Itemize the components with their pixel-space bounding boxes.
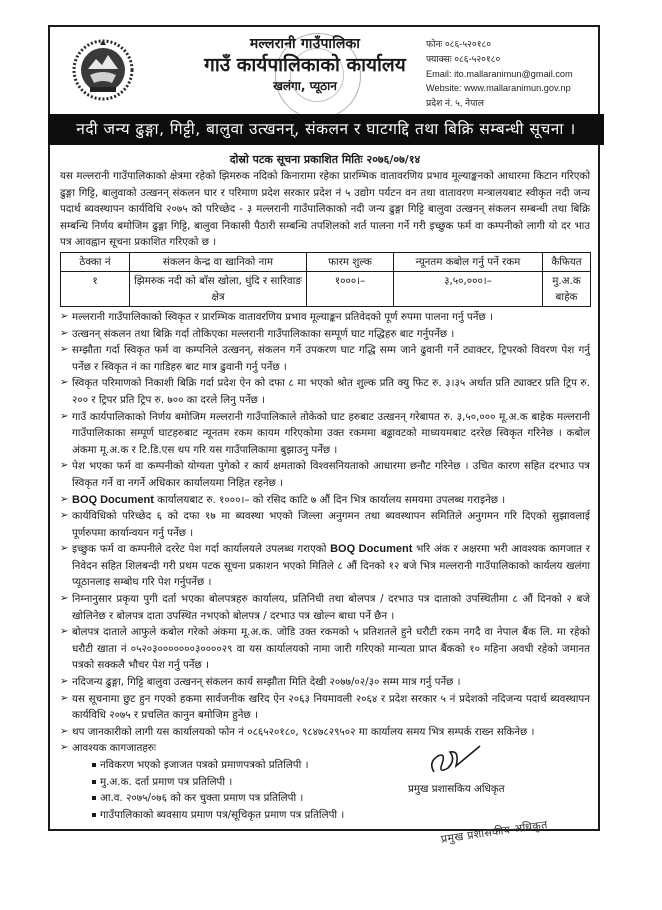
fax-number: फ्याक्सः ०८६-५२०१८० bbox=[426, 53, 501, 64]
list-item: ➢ BOQ Document कार्यालयबाट रु. १०००।– को रसिद काटि ७ औं दिन भित्र कार्यालय समयमा उपलब्ध गराइनेछ । bbox=[60, 492, 590, 509]
list-item: ➢ नदिजन्य ढुङ्गा, गिट्टि बालुवा उत्खनन् संकलन कार्य सम्झौता मिति देखी २०७७/०२/३० सम्म मात्र गर्नु पर्नेछ । bbox=[60, 674, 590, 691]
cell-remarks: मु.अ.क बाहेक bbox=[543, 271, 591, 306]
required-documents-list bbox=[60, 757, 590, 823]
notice-title: नदी जन्य ढुङ्गा, गिट्टी, बालुवा उत्खनन्, संकलन र घाटगद्दि तथा बिक्रि सम्बन्धी सूचना । bbox=[48, 114, 604, 145]
arrowhead-bullet-icon: ➢ bbox=[60, 377, 69, 389]
arrowhead-bullet-icon: ➢ bbox=[60, 676, 69, 688]
square-bullet-icon bbox=[92, 796, 96, 800]
signatory-stamp: प्रमुख प्रशासकीय अधिकृत bbox=[440, 818, 549, 846]
tender-table bbox=[60, 252, 591, 307]
square-bullet-icon bbox=[92, 780, 96, 784]
notice-frame bbox=[48, 25, 600, 831]
contact-block bbox=[426, 37, 573, 111]
letterhead bbox=[50, 27, 598, 114]
document-item: आ.व. २०७५/०७६ को कर चुक्ता प्रमाण पत्र प्रतिलिपी । bbox=[92, 790, 590, 807]
office-name: गाउँ कार्यपालिकाको कार्यालय bbox=[204, 54, 406, 76]
list-item: ➢ यस सूचनामा छुट हुन गएको हकमा सार्वजनीक खरिद ऐन २०६३ नियमावली २०६४ र प्रदेश सरकार ५ नं प्रदेशको नदिजन्य पदार्थ ब्यवस्थापन कार्यविधि २०७५ र प्रचलित कानुन बमोजिम हुनेछ । bbox=[60, 692, 590, 722]
office-name-block bbox=[180, 35, 430, 94]
arrowhead-bullet-icon: ➢ bbox=[60, 410, 69, 422]
cell-form-fee: १०००।– bbox=[307, 271, 394, 306]
list-item: ➢ निम्नानुसार प्रकृया पुगी दर्ता भएका बोलपत्रहरु कार्यालय, प्रतिनिधी तथा बोलपत्र / दरभाउ पत्र दाताको उपस्थितीमा ८ औं दिनको २ बजे खोलिनेछ र बोलपत्र दाता उपस्थित नभएको बोलपत्र / दरभाउ पत्र खोल्न बाधा पर्ने छैन । bbox=[60, 593, 590, 622]
cell-min-bid: ३,५०,०००।– bbox=[394, 271, 543, 306]
boq-document-label: BOQ Document bbox=[330, 543, 413, 556]
list-item: ➢ मल्लरानी गाउँपालिकाको स्विकृत र प्रारम्भिक वातावरणिय प्रभाव मूल्याङ्कन प्रतिवेदको पूर्ण रुपमा पालना गर्नु पर्नेछ । bbox=[60, 309, 590, 326]
signature-icon bbox=[426, 742, 486, 782]
col-form-fee: फारम शुल्क bbox=[307, 252, 394, 271]
cell-contract-no: १ bbox=[61, 271, 130, 306]
arrowhead-bullet-icon: ➢ bbox=[60, 742, 69, 754]
boq-document-label: BOQ Document bbox=[72, 493, 154, 506]
table-row bbox=[61, 271, 591, 306]
document-item: मु.अ.क. दर्ता प्रमाण पत्र प्रतिलिपी । bbox=[92, 774, 590, 791]
square-bullet-icon bbox=[92, 763, 96, 767]
col-min-bid: न्यूनतम कबोल गर्नु पर्ने रकम bbox=[394, 252, 543, 271]
arrowhead-bullet-icon: ➢ bbox=[60, 493, 69, 505]
list-item: ➢ उत्खनन् संकलन तथा बिक्रि गर्दा तोकिएका मल्लरानी गाउँपालिकाका सम्पूर्ण घाट गद्धिहरु बाट गर्नुपर्नेछ । bbox=[60, 326, 590, 343]
arrowhead-bullet-icon: ➢ bbox=[60, 327, 69, 339]
col-contract-no: ठेक्का नं bbox=[61, 252, 130, 271]
list-item: ➢ स्विकृत परिमाणको निकाशी बिक्रि गर्दा प्रदेश ऐन को दफा ८ मा भएको श्रोत शुल्क प्रति क्यु फिट रु. ३।३५ अर्थात प्रति ट्याक्टर प्रति ट्रिप रु. २०० र ट्रिपर प्रति ट्रिप रु. ७०० का दरले लिनु पर्नेछ । bbox=[60, 377, 590, 406]
province-address: प्रदेश नं. ५, नेपाल bbox=[426, 98, 484, 109]
list-item: ➢ बोलपत्र दाताले आफुले कबोल गरेको अंकमा मू.अ.क. जोडि उक्त रकमको ५ प्रतिशतले हुने धरौटी रकम नगदै वा नेपाल बैंक लि. मा रहेको धरौटी खाता नं ०५२०३०००००००३००००२९ वा यस कार्यालयको नामा जारी गरिएको मान्यता प्राप्त बैंकको १० महिना अवधी रहेको जमानत पत्रको सक्कलै भौचर पेश गर्नु पर्नेछ । bbox=[60, 626, 590, 672]
office-location: खलंगा, प्यूठान bbox=[273, 79, 337, 93]
list-item: ➢ पेश भएका फर्म वा कम्पनीको योग्यता पुगेको र कार्य क्षमताको विश्वसनियताको आधारमा छनौट गरिनेछ । उचित कारण सहित दरभाउ पत्र स्विकृत गर्ने वा नगर्ने अधिकार कार्यालयमा निहित रहनेछ । bbox=[60, 460, 590, 489]
intro-paragraph: यस मल्लरानी गाउँपालिकाको क्षेत्रमा रहेको झिमरुक नदिको किनारामा रहेका प्रारम्भिक वातावरणिय प्रभाव मूल्याङ्कनको आधारमा किटान गरिएको ढुङ्गा गिट्टि, बालुवाको उत्खनन् संकलन घार र परिमाण प्रदेश सरकार प्रदेश नं ५ उद्योग पर्यटन वन तथा वातावरण मन्त्रालयबाट स्वीकृत नदी जन्य पदार्थ ब्यवस्थापन कार्यविधि २०७५ को परिच्छेद - ३ मल्लरानी गाउँपालिकाको नदी जन्य ढुङ्गा गिट्टि बालुवा उत्खनन् संकलन सम्बन्धी तथा बिक्रि सम्बन्धि निर्णय बमोजिम ढुङ्गा गिट्टि, बालुवा निकासी पैठारी सम्बन्धि तपशिलको शर्त पालना गर्ने गरी इच्छुक फर्म वा कम्पनीको लागी यो दर भाउ पत्र आवह्वान सूचना प्रकाशित गरिएको छ । bbox=[60, 170, 590, 249]
municipality-name: मल्लरानी गाउँपालिका bbox=[249, 36, 361, 52]
list-item: ➢ गाउँ कार्यपालिकाको निर्णय बमोजिम मल्लरानी गाउँपालिकाले तोकेको घाट हरुबाट उत्खनन् गरेबापत रु. ३,५०,००० मू.अ.क बाहेक मल्लरानी गाउँपालिकाका सम्पूर्ण घाटहरुबाट न्यूनतम रकम कायम गरिएकोमा उक्त रकममा बढ्ढावटको माध्ययमबाट दररेछ स्विकृत गरिनेछ । कबोल अंकमा मू.अ.क र टि.डि.एस थप गरि यस गाउँपालिकामा बुझाउनु पर्नेछ । bbox=[60, 410, 590, 456]
signatory-title: प्रमुख प्रशासकिय अधिकृत bbox=[408, 783, 505, 795]
cell-site-name: झिमरुक नदी को बाँस खोला, धुंदि र सारिवाङ क्षेत्र bbox=[130, 271, 307, 306]
col-remarks: कैफियत bbox=[543, 252, 591, 271]
nepal-emblem-icon bbox=[72, 39, 134, 101]
document-item: गाउँपालिकाको ब्यवसाय प्रमाण पत्र/सूचिकृत प्रमाण पत्र प्रतिलिपी । bbox=[92, 807, 590, 824]
arrowhead-bullet-icon: ➢ bbox=[60, 725, 69, 737]
square-bullet-icon bbox=[92, 813, 96, 817]
document-item: नविकरण भएको इजाजत पत्रको प्रमाणपत्रको प्रतिलिपी । bbox=[92, 757, 590, 774]
list-item: ➢ सम्झौता गर्दा स्विकृत फर्म वा कम्पनिले उत्खनन्, संकलन गर्ने उपकरण घाट गद्धि सम्म जाने ढुवानी गर्ने ट्याक्टर, ट्रिपरको विवरण पेश गर्नु पर्नेछ र स्विकृत नं का गाडिहरु बाट मात्र ढुवानी गर्नु पर्नेछ । bbox=[60, 344, 590, 373]
arrowhead-bullet-icon: ➢ bbox=[60, 543, 69, 555]
list-item: ➢ आवश्यक कागजातहरुः bbox=[60, 740, 590, 757]
list-item: ➢ थप जानकारीको लागी यस कार्यालयको फोन नं ०८६५२०१८०, ९८४७८२९५०२ मा कार्यालय समय भित्र सम्पर्क राख्न सकिनेछ । bbox=[60, 724, 590, 741]
arrowhead-bullet-icon: ➢ bbox=[60, 692, 69, 704]
conditions-list bbox=[60, 309, 590, 757]
arrowhead-bullet-icon: ➢ bbox=[60, 460, 69, 472]
list-item: ➢ इच्छुक फर्म वा कम्पनीले दररेट पेश गर्दा कार्यालयले उपलब्ध गराएको BOQ Document भरि अंक र अक्षरमा भरी आवश्यक कागजात र निवेदन सहित शिलबन्दी गरी प्रथम पटक सूचना प्रकाशन भएको मितिले ८ औं दिनको १२ बजे भित्र मल्लरानी गाउँपालिकाको कार्यलय खलंगा प्यूठानलाइ सम्बोध गरि पेश गर्नुपर्नेछ । bbox=[60, 543, 590, 589]
col-site-name: संकलन केन्द्र वा खानिको नाम bbox=[130, 252, 307, 271]
website-address: Website: www.mallaranimun.gov.np bbox=[426, 83, 571, 94]
arrowhead-bullet-icon: ➢ bbox=[60, 510, 69, 522]
table-header-row bbox=[61, 252, 591, 271]
arrowhead-bullet-icon: ➢ bbox=[60, 593, 69, 605]
arrowhead-bullet-icon: ➢ bbox=[60, 310, 69, 322]
arrowhead-bullet-icon: ➢ bbox=[60, 626, 69, 638]
arrowhead-bullet-icon: ➢ bbox=[60, 344, 69, 356]
email-address: Email: ito.mallaranimun@gmail.com bbox=[426, 68, 573, 79]
list-item: ➢ कार्यविधिको परिच्छेद ६ को दफा १७ मा ब्यवस्था भएको जिल्ला अनुगमन तथा ब्यवस्थापन समितिले अनुगमन गरि दिएको सुझावलाई पूर्णरुपमा कार्यान्वयन गर्नु पर्नेछ । bbox=[60, 510, 590, 539]
phone-number: फोनः ०८६-५२०१८० bbox=[426, 39, 492, 49]
notice-body bbox=[60, 151, 590, 823]
publication-date: दोस्रो पटक सूचना प्रकाशित मितिः २०७६/०७/१४ bbox=[229, 153, 421, 166]
